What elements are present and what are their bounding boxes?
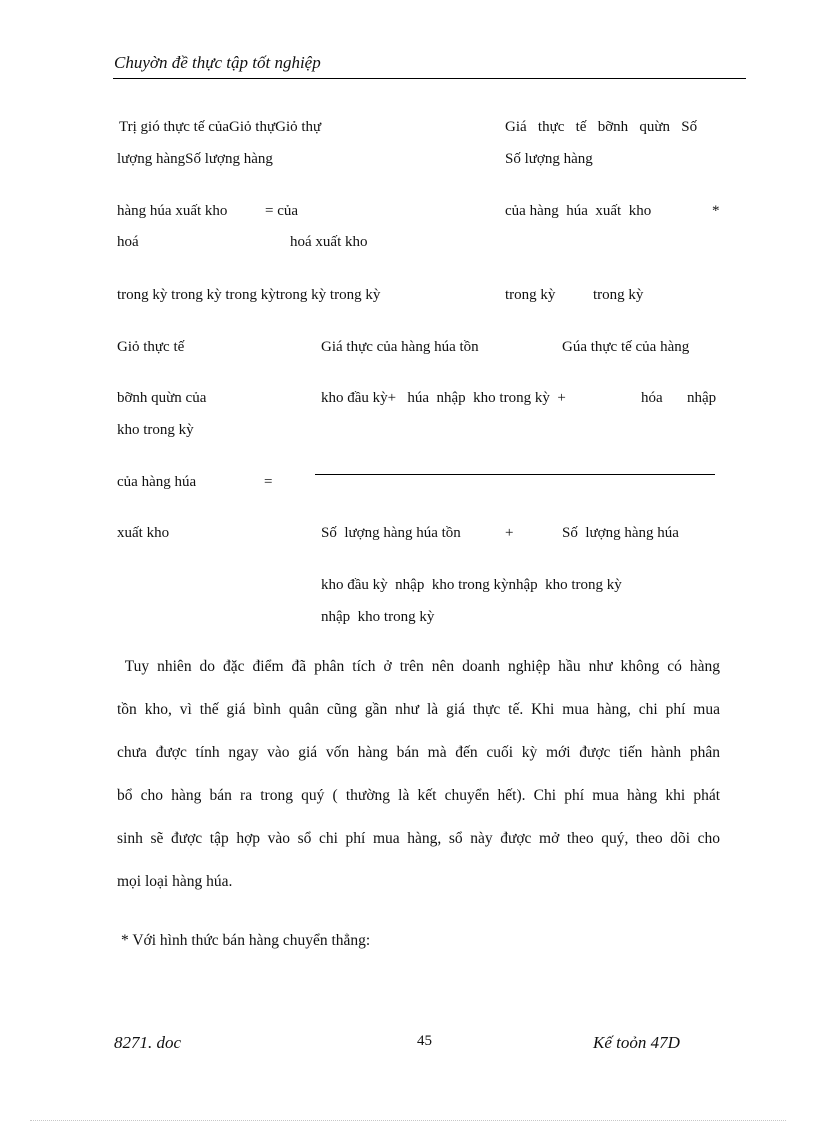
formula1-right-line2: Số lượng hàng [505, 151, 593, 167]
formula2-denominator-line3: nhập kho trong kỳ [321, 609, 435, 625]
formula2-denominator-term1: Số lượng hàng húa tồn [321, 525, 461, 541]
page-header-title: Chuyờn đề thực tập tốt nghiệp [114, 53, 321, 72]
formula2-label-line3: kho trong kỳ [117, 422, 194, 438]
formula1-right-line1: Giá thực tế bỡnh quừn Số [505, 119, 698, 135]
page-number: 45 [417, 1033, 432, 1049]
formula2-label-line4: của hàng húa [117, 474, 197, 490]
paragraph-line: Tuy nhiên do đặc điểm đã phân tích ở trên nên doanh nghiệp hầu như không có hàng [117, 658, 720, 675]
formula1-multiply-sign: * [712, 203, 720, 219]
formula1-row2-left: hàng húa xuất kho [117, 203, 228, 219]
formula2-equals-sign: = [264, 474, 273, 490]
formula1-row4-left: trong kỳ trong kỳ trong kỳtrong kỳ trong kỳ [117, 287, 381, 303]
fraction-bar [315, 474, 715, 475]
footer-section: Kế toỏn 47D [593, 1033, 680, 1052]
formula2-numerator-nhap: nhập [687, 390, 717, 406]
page-bottom-edge [30, 1120, 786, 1121]
formula1-row3-left: hoá [117, 234, 139, 250]
paragraph-line: bổ cho hàng bán ra trong quý ( thường là kết chuyển hết). Chi phí mua hàng khi phát [117, 787, 720, 804]
paragraph-line: tồn kho, vì thế giá bình quân cũng gần như là giá thực tế. Khi mua hàng, chi phí mua [117, 701, 720, 718]
formula2-denominator-plus: + [505, 525, 514, 541]
formula2-denominator-term2: Số lượng hàng húa [562, 525, 679, 541]
body-paragraph [117, 645, 720, 903]
formula1-row2-equals: = của [265, 203, 299, 219]
formula2-numerator-hoa: hóa [641, 390, 663, 406]
formula2-numerator-line2: kho đầu kỳ+ húa nhập kho trong kỳ + [321, 390, 566, 406]
formula1-row4-right2: trong kỳ [593, 287, 644, 303]
formula2-label-line5: xuất kho [117, 525, 170, 541]
formula1-row3-mid: hoá xuất kho [290, 234, 368, 250]
section-note: * Với hình thức bán hàng chuyển thẳng: [121, 932, 371, 949]
formula2-numerator-term2: Gúa thực tế của hàng [562, 339, 690, 355]
formula2-numerator-term1: Giá thực của hàng húa tồn [321, 339, 479, 355]
formula2-label-line1: Giỏ thực tế [117, 339, 185, 355]
formula1-row2-right: của hàng húa xuất kho [505, 203, 652, 219]
footer-filename: 8271. doc [114, 1033, 182, 1052]
formula1-left-line1: Trị gió thực tế củaGiỏ thựGiỏ thự [119, 119, 322, 135]
formula1-row4-right1: trong kỳ [505, 287, 556, 303]
paragraph-line: mọi loại hàng húa. [117, 873, 233, 890]
formula2-denominator-line2: kho đầu kỳ nhập kho trong kỳnhập kho trong kỳ [321, 577, 622, 593]
formula2-label-line2: bỡnh quừn của [117, 390, 207, 406]
paragraph-line: chưa được tính ngay vào giá vốn hàng bán mà đến cuối kỳ mới được tiến hành phân [117, 744, 720, 761]
header-divider [113, 78, 746, 79]
formula1-left-line2: lượng hàngSố lượng hàng [117, 151, 273, 167]
paragraph-line: sinh sẽ được tập hợp vào sổ chi phí mua hàng, sổ này được mở theo quý, theo dõi cho [117, 830, 720, 847]
